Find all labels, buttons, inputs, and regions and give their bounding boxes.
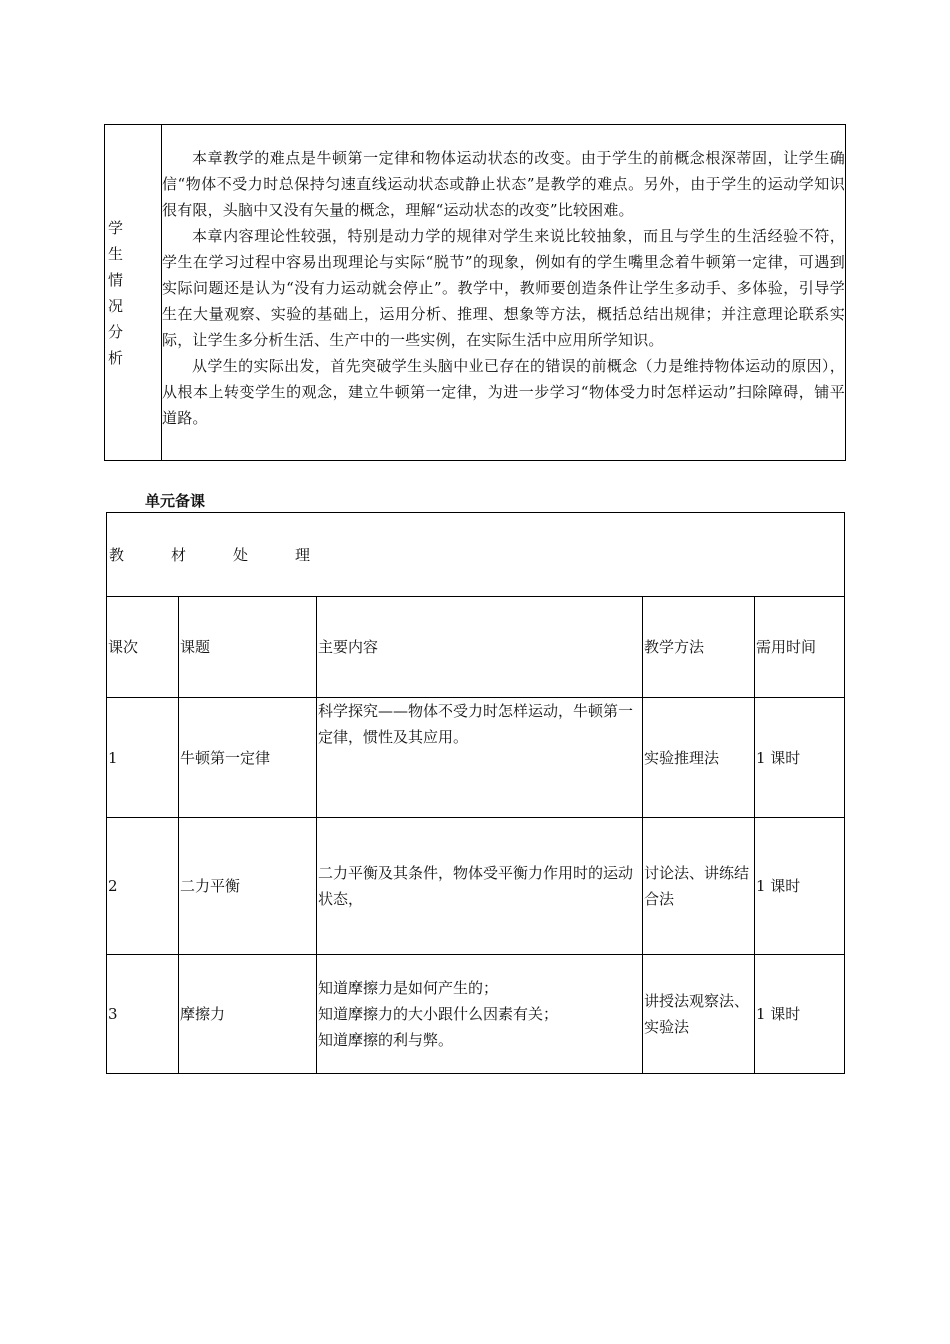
lesson-time: 1 课时 [756, 1005, 801, 1023]
lesson-content: 科学探究——物体不受力时怎样运动，牛顿第一定律，惯性及其应用。 [317, 698, 643, 817]
student-analysis-label: 学 生 情 况 分 析 [105, 125, 162, 460]
table-row [107, 698, 844, 818]
analysis-paragraph: 从学生的实际出发，首先突破学生头脑中业已存在的错误的前概念（力是维持物体运动的原因），从根本上转变学生的观念，建立牛顿第一定律，为进一步学习“物体受力时怎样运动”扫除障碍，铺平道路。 [162, 357, 845, 427]
table-header-row [107, 597, 844, 698]
lesson-method: 实验推理法 [643, 698, 755, 817]
lesson-content: 知道摩擦力是如何产生的； 知道摩擦力的大小跟什么因素有关； 知道摩擦的利与弊。 [317, 955, 643, 1073]
unit-section-title: 单元备课 [145, 492, 206, 510]
table-row [107, 955, 844, 1073]
lesson-number: 2 [107, 818, 179, 954]
lesson-topic: 二力平衡 [179, 818, 317, 954]
lesson-method: 讨论法、讲练结合法 [643, 818, 755, 954]
lesson-content: 二力平衡及其条件，物体受平衡力作用时的运动状态， [317, 818, 643, 954]
lesson-method: 讲授法观察法、实验法 [643, 955, 755, 1073]
header-method: 教学方法 [643, 597, 755, 697]
lesson-topic: 摩擦力 [179, 955, 317, 1073]
analysis-paragraph: 本章内容理论性较强，特别是动力学的规律对学生来说比较抽象，而且与学生的生活经验不符，学生在学习过程中容易出现理论与实际“脱节”的现象，例如有的学生嘴里念着牛顿第一定律，可遇到实际问题还是认为“没有力运动就会停止”。教学中，教师要创造条件让学生多动手、多体验，引导学生在大量观察、实验的基础上，运用分析、推理、想象等方法，概括总结出规律；并注意理论联系实际，让学生多分析生活、生产中的一些实例，在实际生活中应用所学知识。 [162, 227, 845, 349]
material-processing-heading: 教 材 处 理 [107, 513, 844, 597]
analysis-paragraph: 本章教学的难点是牛顿第一定律和物体运动状态的改变。由于学生的前概念根深蒂固，让学生确信“物体不受力时总保持匀速直线运动状态或静止状态”是教学的难点。另外，由于学生的运动学知识很有限，头脑中又没有矢量的概念，理解“运动状态的改变”比较困难。 [162, 149, 845, 219]
lesson-topic: 牛顿第一定律 [179, 698, 317, 817]
lesson-time: 1 课时 [756, 748, 801, 767]
lesson-number: 1 [107, 698, 179, 817]
unit-plan-table [106, 512, 845, 1074]
student-analysis-table [104, 124, 846, 461]
lesson-number: 3 [107, 955, 179, 1073]
student-analysis-body [162, 125, 845, 460]
header-topic: 课题 [179, 597, 317, 697]
header-time: 需用时间 [756, 638, 817, 656]
header-lesson-number: 课次 [107, 597, 179, 697]
table-row [107, 818, 844, 955]
header-content: 主要内容 [317, 597, 643, 697]
lesson-time: 1 课时 [756, 877, 801, 895]
